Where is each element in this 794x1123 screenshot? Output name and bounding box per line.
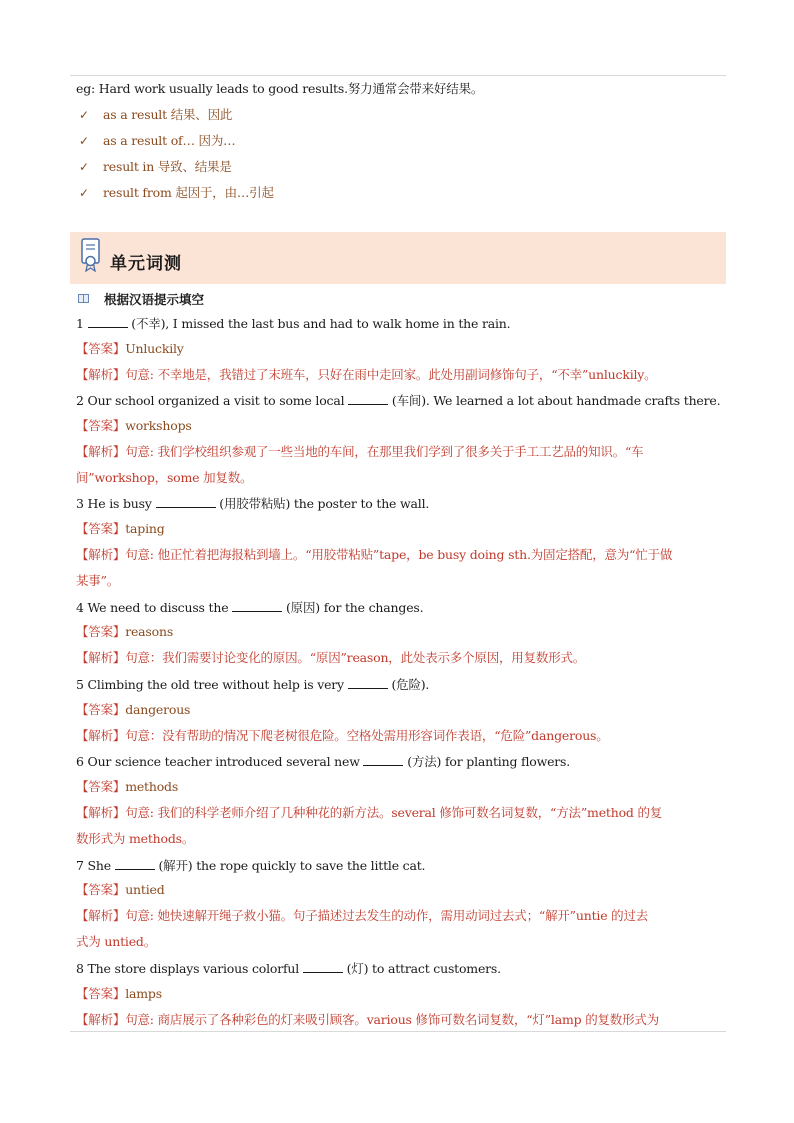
- explanation-6-cont: 数形式为 methods。: [76, 831, 195, 846]
- check-icon: ✓: [79, 186, 90, 200]
- answer-7: 【答案】untied: [76, 882, 165, 897]
- answer-1: 【答案】Unluckily: [76, 341, 184, 356]
- question-6: 6 Our science teacher introduced several new (方法) for planting flowers.: [76, 754, 571, 769]
- answer-blank: [156, 495, 216, 508]
- section-title: 单元词测: [110, 254, 182, 274]
- answer-blank: [232, 599, 282, 612]
- explanation-7-cont: 式为 untied。: [76, 934, 156, 949]
- book-icon: [78, 294, 89, 303]
- answer-blank: [88, 315, 128, 328]
- explanation-3: 【解析】句意: 他正忙着把海报粘到墙上。“用胶带粘贴”tape，be busy doing sth.为固定搭配，意为“忙于做: [76, 547, 673, 562]
- question-3: 3 He is busy (用胶带粘贴) the poster to the wall.: [76, 496, 430, 511]
- explanation-1: 【解析】句意: 不幸地是，我错过了末班车，只好在雨中走回家。此处用副词修饰句子，“不幸”unluckily。: [76, 367, 657, 382]
- exercise-instruction: 根据汉语提示填空: [104, 292, 205, 307]
- phrase-item: result in 导致、结果是: [103, 159, 232, 174]
- explanation-8: 【解析】句意: 商店展示了各种彩色的灯来吸引顾客。various 修饰可数名词复数，“灯”lamp 的复数形式为: [76, 1012, 660, 1027]
- answer-3: 【答案】taping: [76, 521, 165, 536]
- check-icon: ✓: [79, 108, 90, 122]
- header-rule: [70, 75, 726, 76]
- phrase-item: result from 起因于，由…引起: [103, 185, 274, 200]
- section-banner: [70, 232, 726, 284]
- explanation-2: 【解析】句意: 我们学校组织参观了一些当地的车间，在那里我们学到了很多关于手工工艺品的知识。“车: [76, 444, 644, 459]
- example-sentence: eg: Hard work usually leads to good results.努力通常会带来好结果。: [76, 81, 484, 96]
- question-5: 5 Climbing the old tree without help is very (危险).: [76, 677, 430, 692]
- footer-rule: [70, 1031, 726, 1032]
- answer-8: 【答案】lamps: [76, 986, 162, 1001]
- question-4: 4 We need to discuss the (原因) for the changes.: [76, 600, 424, 615]
- answer-6: 【答案】methods: [76, 779, 179, 794]
- answer-4: 【答案】reasons: [76, 624, 174, 639]
- answer-2: 【答案】workshops: [76, 418, 192, 433]
- explanation-2-cont: 间”workshop，some 加复数。: [76, 470, 253, 485]
- certificate-icon: [80, 237, 102, 273]
- explanation-5: 【解析】句意：没有帮助的情况下爬老树很危险。空格处需用形容词作表语，“危险”dangerous。: [76, 728, 609, 743]
- explanation-7: 【解析】句意: 她快速解开绳子救小猫。句子描述过去发生的动作，需用动词过去式；“解开”untie 的过去: [76, 908, 649, 923]
- phrase-item: as a result of… 因为…: [103, 133, 236, 148]
- question-8: 8 The store displays various colorful (灯) to attract customers.: [76, 961, 501, 976]
- question-2: 2 Our school organized a visit to some local (车间). We learned a lot about handmade crafts there.: [76, 393, 721, 408]
- answer-blank: [363, 753, 403, 766]
- check-icon: ✓: [79, 134, 90, 148]
- explanation-6: 【解析】句意: 我们的科学老师介绍了几种种花的新方法。several 修饰可数名词复数，“方法”method 的复: [76, 805, 663, 820]
- explanation-4: 【解析】句意：我们需要讨论变化的原因。“原因”reason，此处表示多个原因，用复数形式。: [76, 650, 586, 665]
- answer-blank: [348, 676, 388, 689]
- answer-blank: [115, 857, 155, 870]
- check-icon: ✓: [79, 160, 90, 174]
- answer-blank: [303, 960, 343, 973]
- answer-5: 【答案】dangerous: [76, 702, 191, 717]
- phrase-item: as a result 结果、因此: [103, 107, 233, 122]
- answer-blank: [348, 392, 388, 405]
- explanation-3-cont: 某事”。: [76, 573, 120, 588]
- question-7: 7 She (解开) the rope quickly to save the little cat.: [76, 858, 426, 873]
- question-1: 1 (不幸), I missed the last bus and had to walk home in the rain.: [76, 316, 511, 331]
